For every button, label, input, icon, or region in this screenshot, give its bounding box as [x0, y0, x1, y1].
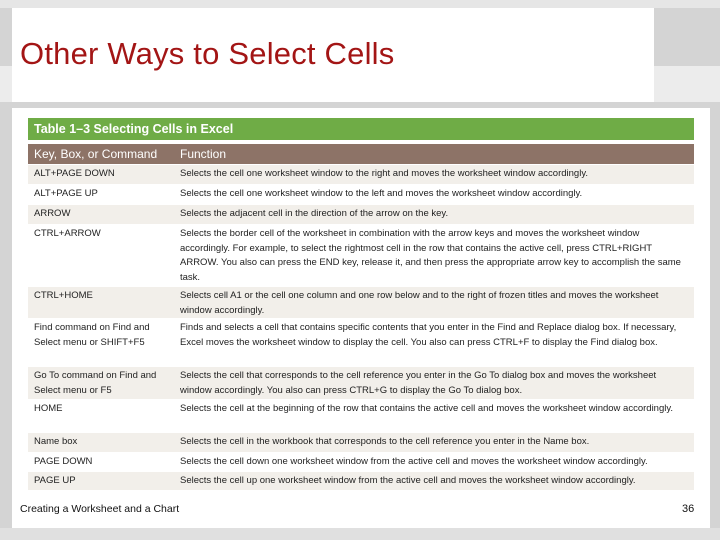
row-key: CTRL+ARROW — [34, 228, 101, 239]
row-function: Selects the cell up one worksheet window from the active cell and moves the worksheet window accordingly. — [180, 475, 636, 486]
row-function: Selects the cell that corresponds to the cell reference you enter in the Go To dialog box and moves the worksheet window accordingly. You also can press CTRL+G to display the Go To dialog box. — [180, 370, 657, 396]
table-row — [28, 318, 694, 366]
table-row — [28, 399, 694, 432]
row-function: Finds and selects a cell that contains specific contents that you enter in the Find and Replace dialog box. If necessary, Excel moves the worksheet window to display the cell. You also can press CTRL+F to display the Find dialog box. — [180, 322, 677, 348]
row-key: Find command on Find and Select menu or SHIFT+F5 — [34, 322, 150, 348]
table-row — [28, 452, 694, 471]
row-function: Selects the cell down one worksheet window from the active cell and moves the worksheet window accordingly. — [180, 456, 648, 467]
table-row — [28, 184, 694, 204]
table-row — [28, 224, 694, 286]
row-key: Go To command on Find and Select menu or F5 — [34, 370, 157, 396]
table-caption: Table 1–3 Selecting Cells in Excel — [28, 118, 694, 140]
row-function: Selects the cell in the workbook that corresponds to the cell reference you enter in the Name box. — [180, 436, 590, 447]
footer-text: Creating a Worksheet and a Chart — [20, 503, 180, 515]
row-key: HOME — [34, 403, 63, 414]
selecting-cells-table — [28, 118, 694, 490]
row-function: Selects the cell one worksheet window to the left and moves the worksheet window accordingly. — [180, 188, 583, 199]
left-decor-strip — [0, 66, 12, 102]
row-key: Name box — [34, 436, 78, 447]
row-function: Selects the border cell of the worksheet in combination with the arrow keys and moves the worksheet window accordingly. For example, to select the rightmost cell in the row that contains the active cell, press CTRL+RIGHT ARROW. You also can press the END key, release it, and then press the appropriate arrow key to accomplish the same task. — [180, 228, 681, 283]
row-key: CTRL+HOME — [34, 290, 93, 301]
header-function-column: Function — [180, 147, 227, 161]
table-row — [28, 204, 694, 224]
table-row — [28, 432, 694, 452]
top-band — [0, 0, 720, 8]
row-key: PAGE DOWN — [34, 456, 93, 467]
row-function: Selects cell A1 or the cell one column and one row below and to the right of frozen titles and moves the worksheet window accordingly. — [180, 290, 659, 316]
row-key: ALT+PAGE DOWN — [34, 168, 115, 179]
row-function: Selects the adjacent cell in the direction of the arrow on the key. — [180, 208, 449, 219]
row-key: ARROW — [34, 208, 71, 219]
row-function: Selects the cell at the beginning of the row that contains the active cell and moves the worksheet window accordingly. — [180, 403, 674, 414]
table-row — [28, 164, 694, 184]
table-header-row — [28, 144, 694, 164]
right-decor-strip — [654, 66, 720, 102]
page-number: 36 — [682, 503, 695, 515]
header-key-column: Key, Box, or Command — [34, 147, 158, 161]
row-function: Selects the cell one worksheet window to the right and moves the worksheet window accordingly. — [180, 168, 589, 179]
table-row — [28, 471, 694, 490]
slide-title: Other Ways to Select Cells — [20, 36, 395, 71]
table-row — [28, 366, 694, 399]
bottom-decor-strip — [0, 528, 720, 540]
row-key: PAGE UP — [34, 475, 76, 486]
table-row — [28, 286, 694, 318]
row-key: ALT+PAGE UP — [34, 188, 98, 199]
